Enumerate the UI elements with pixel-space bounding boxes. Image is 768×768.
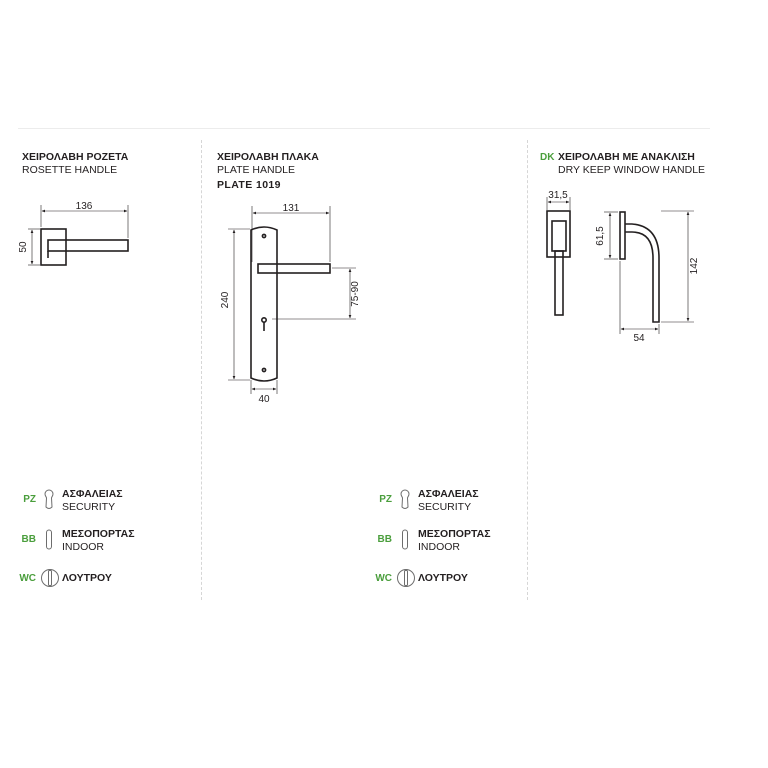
legend-row-pz — [14, 487, 174, 513]
legend-subtitle-pz: SECURITY — [418, 500, 472, 513]
window-rose-label: 61,5 — [595, 226, 606, 246]
rosette-title: ΧΕΙΡΟΛΑΒΗ ΡΟΖΕΤΑ — [22, 151, 129, 163]
window-lever-side — [625, 224, 659, 322]
legend-rosette — [14, 487, 174, 597]
window-grip-front — [555, 251, 563, 315]
slot-keyhole-icon — [40, 527, 58, 553]
plate-offset-label: 75-90 — [350, 281, 361, 307]
window-inner-front — [552, 221, 566, 251]
plate-width-label: 131 — [282, 203, 300, 214]
wc-turn-icon — [396, 567, 416, 589]
window-height-label: 142 — [689, 257, 700, 275]
slot-keyhole-icon — [396, 527, 414, 553]
legend-row-wc — [14, 567, 174, 593]
rosette-subtitle: ROSETTE HANDLE — [22, 164, 118, 176]
rosette-lever — [48, 240, 128, 251]
legend-row-wc — [370, 567, 530, 593]
legend-code-wc: WC — [19, 573, 36, 584]
screw-bottom — [262, 368, 265, 371]
legend-title-bb: ΜΕΣΟΠΟΡΤΑΣ — [62, 528, 135, 540]
legend-subtitle-pz: SECURITY — [62, 500, 116, 513]
legend-plate — [370, 487, 530, 597]
legend-subtitle-bb: INDOOR — [418, 540, 460, 553]
wc-turn-icon — [40, 567, 60, 589]
backplate — [251, 227, 277, 381]
legend-text-pz — [62, 488, 123, 513]
legend-title-pz: ΑΣΦΑΛΕΙΑΣ — [418, 488, 479, 500]
rosette-handle-drawing — [41, 229, 128, 265]
rosette-width-label: 136 — [75, 201, 93, 212]
legend-text-wc — [62, 572, 112, 585]
legend-row-pz — [370, 487, 530, 513]
window-title: ΧΕΙΡΟΛΑΒΗ ΜΕ ΑΝΑΚΛΙΣΗ — [558, 151, 695, 163]
legend-title-pz: ΑΣΦΑΛΕΙΑΣ — [62, 488, 123, 500]
legend-text-bb — [62, 528, 135, 553]
plate-handle-drawing — [251, 227, 330, 381]
screw-top — [262, 234, 265, 237]
rosette-height-label: 50 — [18, 241, 29, 253]
legend-code-wc: WC — [375, 573, 392, 584]
legend-row-bb — [370, 527, 530, 553]
legend-code-bb: BB — [377, 534, 392, 545]
legend-text-bb — [418, 528, 491, 553]
plate-model: PLATE 1019 — [217, 179, 281, 191]
cylinder-keyhole-icon — [396, 487, 414, 513]
legend-title-wc: ΛΟΥΤΡΟΥ — [62, 572, 112, 584]
window-bottom-label: 54 — [633, 333, 645, 344]
window-rose-side — [620, 212, 625, 259]
window-top-label: 31,5 — [548, 190, 568, 201]
window-handle-side-drawing — [620, 212, 659, 322]
window-subtitle: DRY KEEP WINDOW HANDLE — [558, 164, 706, 176]
legend-text-wc — [418, 572, 468, 585]
rosette-plate — [41, 229, 66, 265]
plate-title: ΧΕΙΡΟΛΑΒΗ ΠΛΑΚΑ — [217, 151, 319, 163]
legend-subtitle-bb: INDOOR — [62, 540, 104, 553]
plate-keyhole — [262, 318, 266, 322]
plate-bottom-label: 40 — [258, 394, 270, 405]
cylinder-keyhole-icon — [40, 487, 58, 513]
legend-code-pz: PZ — [23, 494, 36, 505]
legend-code-pz: PZ — [379, 494, 392, 505]
rosette-dimensions — [28, 205, 128, 265]
dk-code: DK — [540, 152, 555, 163]
legend-text-pz — [418, 488, 479, 513]
plate-dimensions — [228, 206, 356, 394]
plate-height-label: 240 — [220, 291, 231, 309]
window-handle-front-drawing — [547, 211, 570, 315]
plate-subtitle: PLATE HANDLE — [217, 164, 295, 176]
legend-title-wc: ΛΟΥΤΡΟΥ — [418, 572, 468, 584]
legend-title-bb: ΜΕΣΟΠΟΡΤΑΣ — [418, 528, 491, 540]
legend-code-bb: BB — [21, 534, 36, 545]
plate-lever — [258, 264, 330, 273]
legend-row-bb — [14, 527, 174, 553]
